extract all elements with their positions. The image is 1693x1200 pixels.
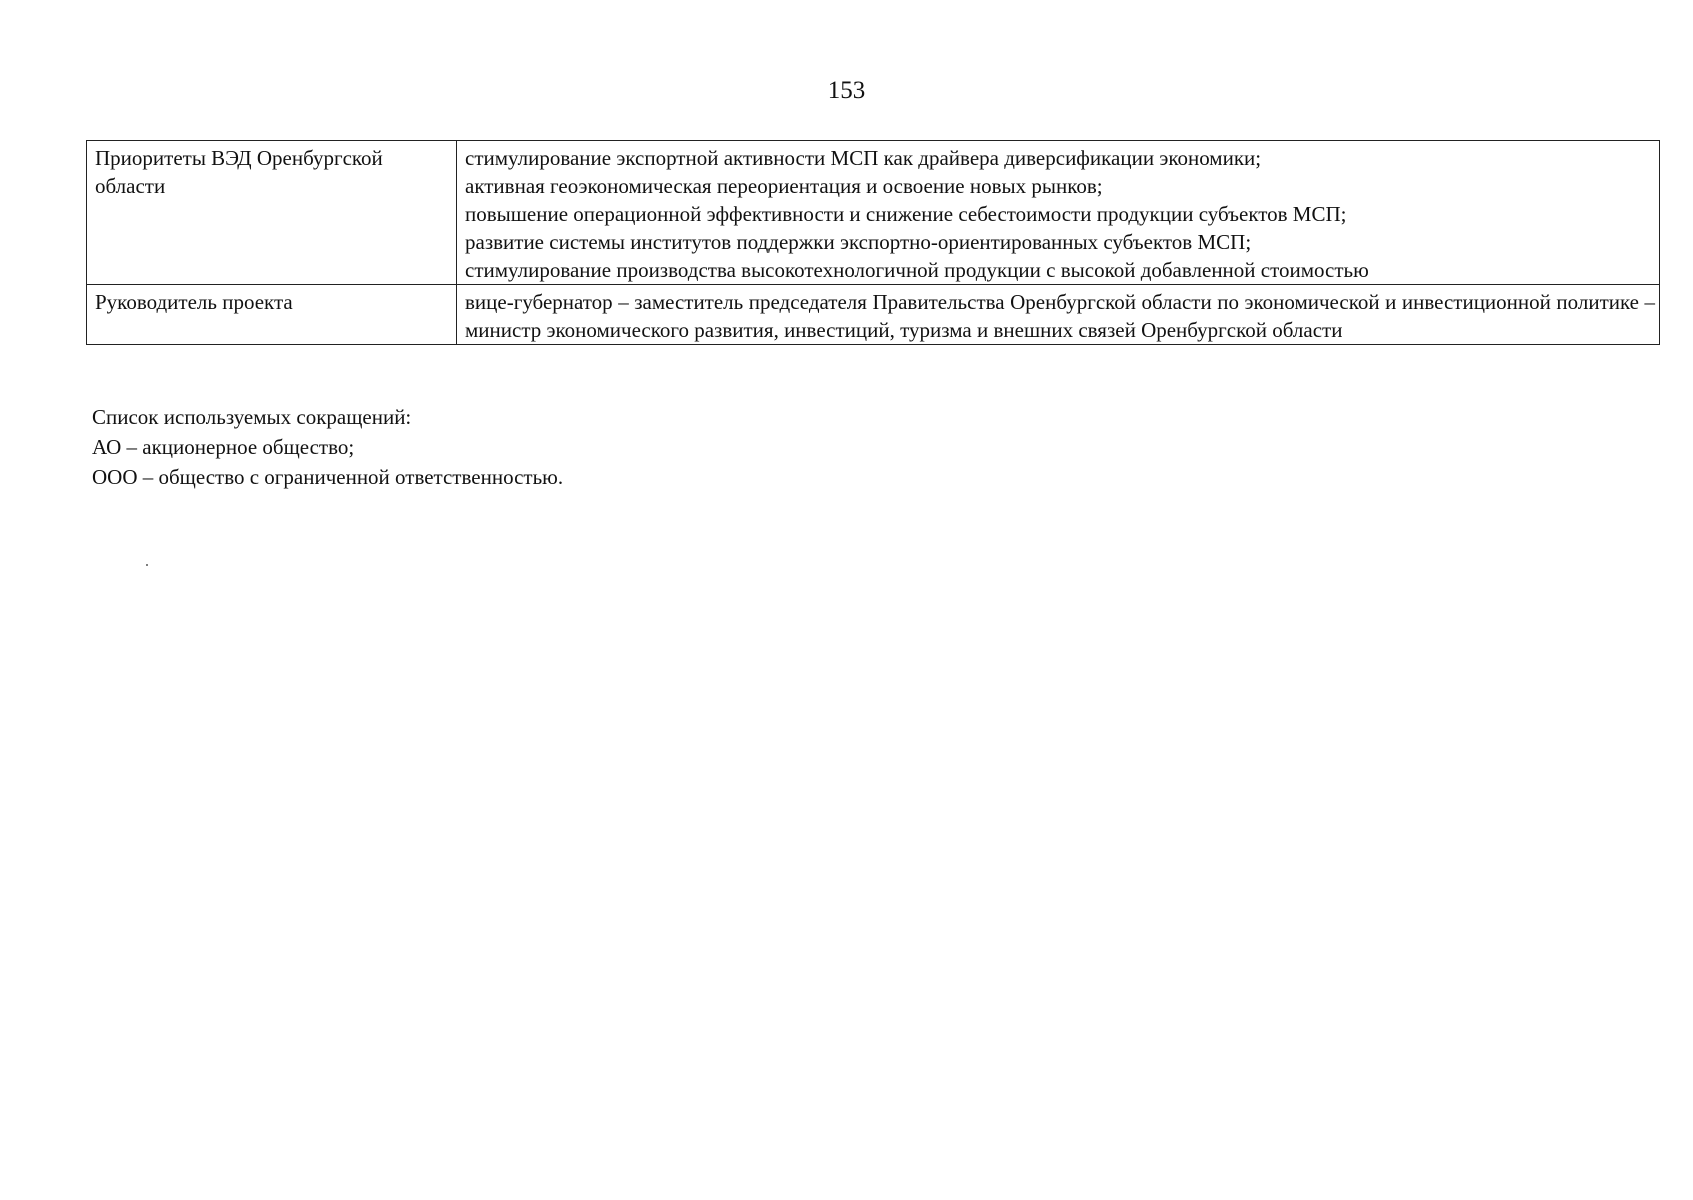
abbreviation-item: АО – акционерное общество;: [92, 435, 355, 459]
table-row: [87, 285, 1660, 345]
row-label-cell: Приоритеты ВЭД Оренбургской области: [87, 141, 457, 285]
priority-line: повышение операционной эффективности и снижение себестоимости продукции субъектов МСП;: [465, 202, 1347, 226]
priority-line: развитие системы институтов поддержки экспортно-ориентированных субъектов МСП;: [465, 230, 1252, 254]
priority-line: стимулирование экспортной активности МСП как драйвера диверсификации экономики;: [465, 146, 1262, 170]
priority-line: активная геоэкономическая переориентация и освоение новых рынков;: [465, 174, 1103, 198]
row-value-cell: [457, 141, 1660, 285]
abbreviation-item: ООО – общество с ограниченной ответственностью.: [92, 465, 564, 489]
row-label-cell: Руководитель проекта: [87, 285, 457, 345]
abbreviations-list: [92, 402, 563, 492]
scan-speck: [146, 564, 148, 566]
abbreviations-heading: Список используемых сокращений:: [92, 405, 412, 429]
table-row: [87, 141, 1660, 285]
document-table: [86, 140, 1660, 345]
row-value-cell: вице-губернатор – заместитель председателя Правительства Оренбургской области по экономической и инвестиционной политике – министр экономического развития, инвестиций, туризма и внешних связей Оренбургской области: [457, 285, 1660, 345]
priority-line: стимулирование производства высокотехнологичной продукции с высокой добавленной стоимостью: [465, 258, 1369, 282]
page-number: 153: [827, 77, 866, 104]
